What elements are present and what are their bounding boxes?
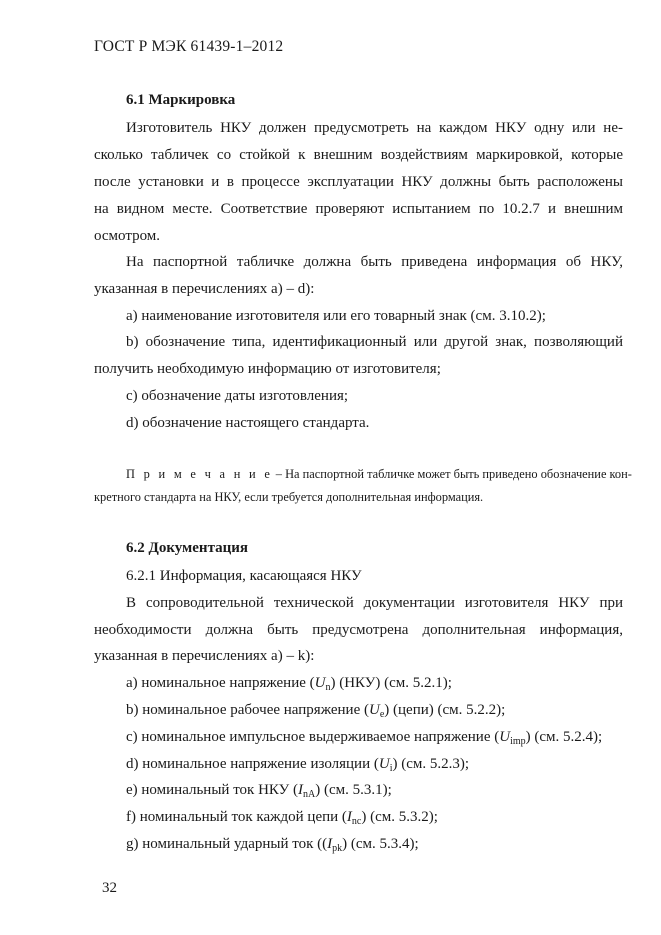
item-text: ) (НКУ) (см. 5.2.1); (330, 675, 452, 691)
item-text: f) номинальный ток каждой цепи ( (126, 809, 347, 825)
symbol: I (327, 836, 333, 852)
list-item: а) наименование изготовителя или его товарный знак (см. 3.10.2); (126, 308, 546, 324)
list-item: d) обозначение настоящего стандарта. (126, 415, 370, 431)
paragraph-line: сколько табличек со стойкой к внешним воздействиям маркировкой, которые (94, 147, 623, 163)
note-line: кретного стандарта на НКУ, если требуется дополнительная информация. (94, 490, 484, 504)
page-number: 32 (102, 880, 117, 896)
item-text: ) (см. 5.3.1); (315, 782, 392, 798)
paragraph-line: после установки и в процессе эксплуатации НКУ должны быть расположены (94, 174, 623, 190)
list-item (126, 781, 392, 804)
note-label: П р и м е ч а н и е (126, 467, 273, 481)
list-item: b) обозначение типа, идентификационный или другой знак, позволяющий (126, 334, 623, 350)
list-item (126, 728, 602, 751)
item-text: ) (см. 5.2.4); (525, 729, 603, 745)
symbol: U (314, 675, 326, 691)
paragraph-line: осмотром. (94, 228, 161, 244)
item-text: а) номинальное напряжение ( (126, 675, 315, 691)
symbol: U (499, 729, 511, 745)
paragraph-line: на видном месте. Соответствие проверяют испытанием по 10.2.7 и внешним (94, 201, 623, 217)
paragraph-line: В сопроводительной технической документации изготовителя НКУ при (126, 595, 623, 611)
list-item (126, 755, 469, 778)
list-item-continuation: получить необходимую информацию от изготовителя; (94, 361, 441, 377)
item-text: с) номинальное импульсное выдерживаемое напряжение ( (126, 729, 500, 745)
symbol-subscript: pk (332, 843, 343, 854)
paragraph-line: Изготовитель НКУ должен предусмотреть на каждом НКУ одну или не- (126, 120, 623, 136)
symbol-subscript: e (379, 709, 385, 720)
paragraph-line: На паспортной табличке должна быть приведена информация об НКУ, (126, 254, 623, 270)
subsection-heading: 6.2.1 Информация, касающаяся НКУ (126, 568, 362, 584)
item-text: ) (цепи) (см. 5.2.2); (384, 702, 506, 718)
list-item: с) обозначение даты изготовления; (126, 388, 349, 404)
note-line (126, 466, 632, 482)
item-text: ) (см. 5.2.3); (392, 756, 470, 772)
item-text: b) номинальное рабочее напряжение ( (126, 702, 369, 718)
document-header: ГОСТ Р МЭК 61439-1–2012 (94, 38, 284, 55)
section-heading-marking: 6.1 Маркировка (126, 92, 236, 108)
symbol-subscript: nA (303, 789, 316, 800)
list-item (126, 808, 438, 831)
symbol-subscript: n (325, 682, 331, 693)
list-item (126, 701, 505, 724)
section-heading-documentation: 6.2 Документация (126, 540, 249, 556)
item-text: g) номинальный ударный ток (( (126, 836, 328, 852)
symbol-subscript: nc (351, 816, 362, 827)
note-text: – На паспортной табличке может быть приведено обозначение кон- (272, 467, 632, 481)
item-text: е) номинальный ток НКУ ( (126, 782, 298, 798)
item-text: ) (см. 5.3.4); (342, 836, 419, 852)
item-text: ) (см. 5.3.2); (361, 809, 438, 825)
symbol: I (346, 809, 352, 825)
symbol: I (298, 782, 303, 798)
item-text: d) номинальное напряжение изоляции ( (126, 756, 379, 772)
symbol-subscript: imp (510, 736, 526, 747)
paragraph-line: необходимости должна быть предусмотрена дополнительная информация, (94, 622, 623, 638)
paragraph-line: указанная в перечислениях а) – k): (94, 648, 315, 664)
symbol: U (368, 702, 380, 718)
list-item (126, 674, 452, 697)
paragraph-line: указанная в перечислениях а) – d): (94, 281, 315, 297)
symbol: U (378, 756, 390, 772)
symbol-subscript: i (389, 763, 393, 774)
list-item (126, 835, 419, 858)
